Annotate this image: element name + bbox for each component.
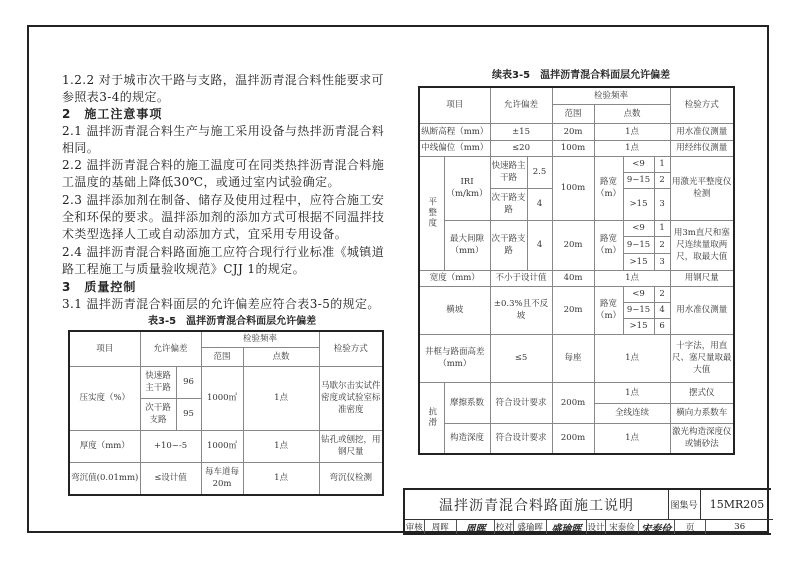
cell: 横坡 (419, 286, 490, 334)
left-table (68, 330, 384, 496)
cell: 4 (527, 220, 552, 270)
cell: 用3m直尺和塞尺连续量取两尺，取最大值 (670, 220, 734, 270)
cell: 摆式仪 (670, 382, 734, 403)
cell: 200m (552, 423, 594, 454)
cell: 3 (654, 188, 670, 220)
text-line: 相同。 (62, 141, 100, 155)
left-table-caption: 表3-5 温拌沥青混合料面层允许偏差 (148, 316, 317, 327)
cell: ±15 (490, 123, 552, 140)
cell: 井框与路面高差（mm） (419, 334, 490, 382)
cell: 次干路支路 (140, 398, 176, 430)
cell: 构造深度 (444, 423, 490, 454)
text-line: 2.2 温拌沥青混合料的施工温度可在同类热拌沥青混合料施 (62, 158, 385, 172)
cell: 每车道每20m (201, 462, 243, 495)
design-label: 设计 (587, 520, 607, 534)
right-table-caption: 续表3-5 温拌沥青混合料面层允许偏差 (492, 70, 671, 81)
cell: 钻孔或刨挖，用钢尺量 (319, 430, 383, 462)
cell: 2 (654, 286, 670, 302)
cell: 20m (552, 123, 594, 140)
text-line: 参照表3-4的规定。 (62, 90, 170, 104)
cell: 路宽（m） (594, 156, 623, 220)
section-heading: 3 质量控制 (62, 280, 137, 294)
cell: 用激光平整度仪检测 (670, 156, 734, 220)
cell: 次干路支路 (490, 188, 527, 220)
header-points: 点数 (594, 104, 670, 123)
section-heading: 2 施工注意事项 (62, 107, 163, 121)
cell: 40m (552, 270, 594, 286)
designer-name: 宋泰俭 (606, 520, 638, 534)
atlas-number: 15MR205 (709, 498, 765, 511)
cell: 中线偏位（mm） (419, 140, 490, 156)
reviewer-signature: 周晖 (457, 520, 495, 534)
cell: 弯沉值(0.01mm) (69, 462, 140, 495)
cell: 纵断高程（mm） (419, 123, 490, 140)
group-skid: 抗滑 (419, 382, 444, 454)
cell: 1点 (243, 366, 319, 430)
text-line: 2.1 温拌沥青混合料生产与施工采用设备与热拌沥青混合料 (62, 124, 385, 138)
cell: >15 (623, 253, 654, 270)
cell: 压实度（%） (69, 366, 140, 430)
cell: IRI（m/km） (444, 156, 490, 220)
cell: <9 (623, 220, 654, 236)
text-line: 术类型选择人工或自动添加方式，宜采用专用设备。 (62, 227, 348, 241)
header-item: 项目 (419, 87, 490, 123)
cell: 1点 (594, 382, 670, 403)
cell: 96 (176, 366, 201, 398)
cell: 9~15 (623, 172, 654, 188)
header-item: 项目 (69, 331, 140, 366)
header-method: 检验方式 (319, 331, 383, 366)
reviewer-name: 周晖 (425, 520, 457, 534)
cell: 1000㎡ (201, 430, 243, 462)
header-range: 范围 (201, 347, 243, 366)
cell: 马歇尔击实试件密度或试验室标准密度 (319, 366, 383, 430)
cell: 每座 (552, 334, 594, 382)
cell: 200m (552, 382, 594, 423)
cell: 9~15 (623, 236, 654, 253)
cell: >15 (623, 188, 654, 220)
cell: 1点 (243, 430, 319, 462)
right-table (418, 86, 735, 455)
cell: <9 (623, 156, 654, 172)
cell: 不小于设计值 (490, 270, 552, 286)
cell: 2.5 (527, 156, 552, 188)
cell: 次干路支路 (490, 220, 527, 270)
cell: <9 (623, 286, 654, 302)
cell: 1 (654, 156, 670, 172)
cell: 20m (552, 220, 594, 270)
cell: 用钢尺量 (670, 270, 734, 286)
text-line: 2.4 温拌沥青混合料路面施工应符合现行行业标准《城镇道 (62, 245, 385, 259)
cell: 20m (552, 286, 594, 334)
cell: 横向力系数车 (670, 403, 734, 423)
cell: 100m (552, 140, 594, 156)
cell: 弯沉仪检测 (319, 462, 383, 495)
cell: 1000㎡ (201, 366, 243, 430)
cell: 1点 (594, 334, 670, 382)
header-points: 点数 (243, 347, 319, 366)
text-line: 路工程施工与质量验收规范》CJJ 1的规定。 (62, 262, 306, 276)
page-label: 页 (675, 520, 707, 534)
cell: 2 (654, 172, 670, 188)
page-number: 36 (734, 522, 746, 532)
cell: 2 (654, 236, 670, 253)
group-flatness: 平整度 (419, 156, 444, 270)
cell: 1 (654, 220, 670, 236)
cell: 符合设计要求 (490, 382, 552, 423)
cell: ±0.3%且不反坡 (490, 286, 552, 334)
cell: ≤20 (490, 140, 552, 156)
cell: ≤设计值 (140, 462, 201, 495)
cell: 4 (654, 302, 670, 318)
cell: 快速路主干路 (490, 156, 527, 188)
header-tolerance: 允许偏差 (140, 331, 201, 366)
cell: 1点 (594, 123, 670, 140)
drawing-title: 温拌沥青混合料路面施工说明 (405, 490, 669, 519)
cell: 快速路主干路 (140, 366, 176, 398)
atlas-label: 图集号 (668, 490, 701, 519)
cell: 6 (654, 318, 670, 334)
cell: 宽度（mm） (419, 270, 490, 286)
review-label: 审核 (405, 520, 425, 534)
cell: 1点 (594, 423, 670, 454)
text-line: 3.1 温拌沥青混合料面层的允许偏差应符合表3-5的规定。 (62, 297, 380, 311)
cell: 激光构造深度仪或铺砂法 (670, 423, 734, 454)
cell: 100m (552, 156, 594, 220)
text-line: 1.2.2 对于城市次干路与支路，温拌沥青混合料性能要求可 (62, 73, 384, 87)
header-tolerance: 允许偏差 (490, 87, 552, 123)
cell: 用经纬仪测量 (670, 140, 734, 156)
signature-row (405, 519, 773, 534)
text-line: 2.3 温拌添加剂在制备、储存及使用过程中，应符合施工安 (62, 193, 385, 207)
cell: 1点 (594, 270, 670, 286)
designer-signature: 宋泰俭 (639, 520, 675, 534)
header-frequency: 检验频率 (201, 331, 319, 347)
cell: 用水准仪测量 (670, 123, 734, 140)
header-frequency: 检验频率 (552, 87, 670, 104)
cell: 符合设计要求 (490, 423, 552, 454)
cell: ≤5 (490, 334, 552, 382)
header-range: 范围 (552, 104, 594, 123)
cell: 1点 (594, 140, 670, 156)
cell: 厚度（mm） (69, 430, 140, 462)
cell: 十字法，用直尺、塞尺量取最大值 (670, 334, 734, 382)
cell: >15 (623, 318, 654, 334)
cell: 摩擦系数 (444, 382, 490, 423)
cell: 用水准仪测量 (670, 286, 734, 334)
cell: 4 (527, 188, 552, 220)
header-method: 检验方式 (670, 87, 734, 123)
text-line: 全和环保的要求。温拌添加剂的添加方式可根据不同温拌技 (62, 210, 385, 224)
cell: 最大间隙（mm） (444, 220, 490, 270)
cell: 1点 (243, 462, 319, 495)
title-block (403, 488, 771, 535)
checker-name: 盛瑜晖 (514, 520, 546, 534)
cell: +10~-5 (140, 430, 201, 462)
cell: 9~15 (623, 302, 654, 318)
check-label: 校对 (495, 520, 515, 534)
cell: 95 (176, 398, 201, 430)
text-line: 工温度的基础上降低30℃，或通过室内试验确定。 (62, 175, 340, 189)
cell: 路宽（m） (594, 286, 623, 334)
cell: 路宽（m） (594, 220, 623, 270)
cell: 全线连续 (594, 403, 670, 423)
checker-signature: 盛瑜晖 (547, 520, 587, 534)
cell: 3 (654, 253, 670, 270)
